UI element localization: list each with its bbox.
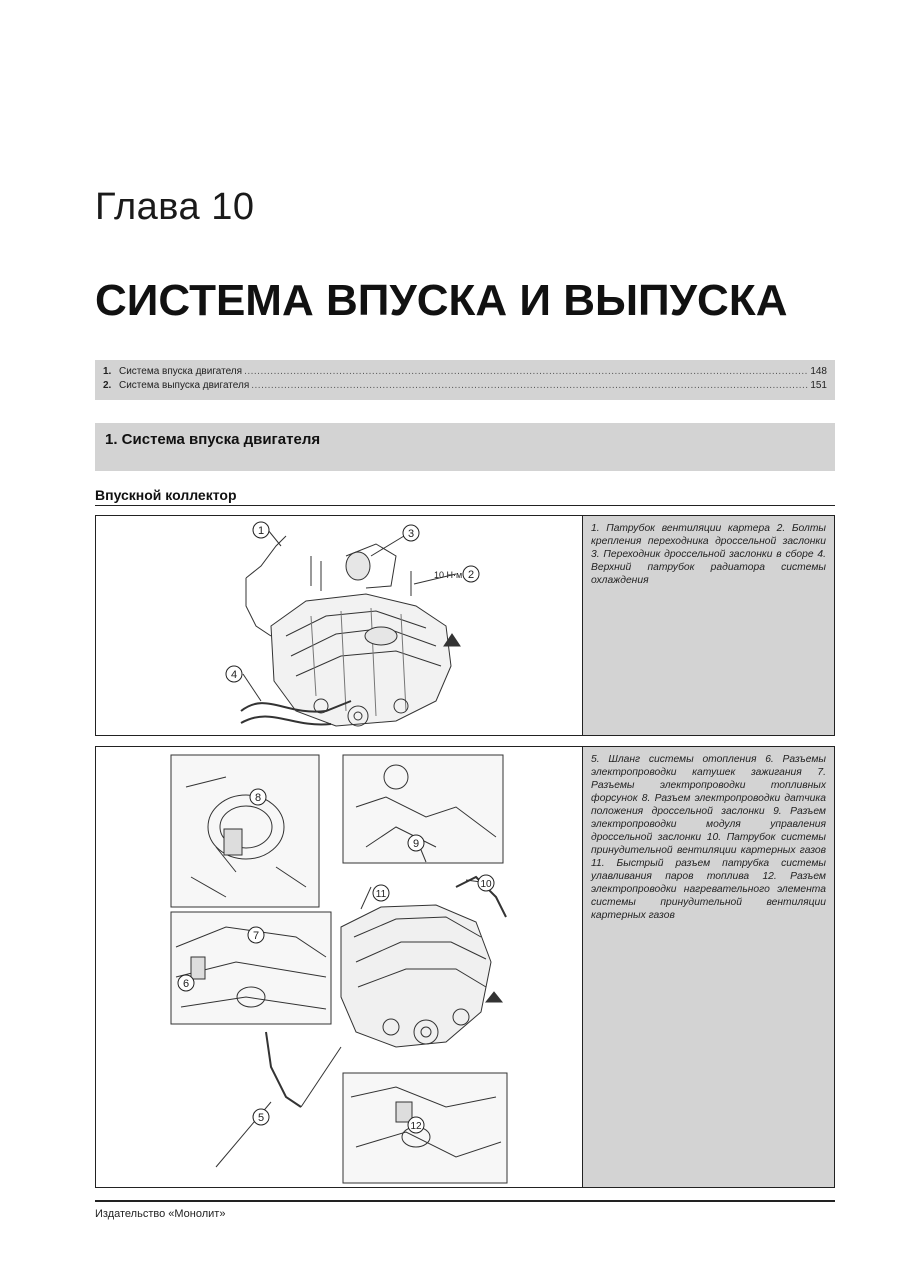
chapter-title: СИСТЕМА ВПУСКА И ВЫПУСКА: [95, 276, 788, 325]
toc-entry-number: 2.: [103, 380, 112, 391]
toc-leader-dots: [251, 379, 808, 393]
callout-2: [463, 566, 479, 582]
toc-entry-page: 148: [810, 366, 827, 377]
callout-5: [253, 1109, 269, 1125]
subsection-heading: Впускной коллектор: [95, 487, 237, 503]
callout-7: [248, 927, 264, 943]
toc-entry-title: Система выпуска двигателя: [119, 380, 250, 391]
callout-6: [178, 975, 194, 991]
publisher-footer: Издательство «Монолит»: [95, 1208, 226, 1220]
toc-entry: [103, 365, 827, 379]
table-of-contents: [95, 360, 835, 400]
figure-illustration: [96, 747, 582, 1187]
toc-entry-number: 1.: [103, 366, 112, 377]
engine-connectors-drawing-icon: [96, 747, 582, 1186]
svg-text:8: 8: [254, 792, 262, 804]
toc-entry-title: Система впуска двигателя: [119, 366, 243, 377]
subsection-rule: [95, 505, 835, 506]
callout-8: [250, 789, 266, 805]
callout-1: [253, 522, 269, 538]
svg-text:4: 4: [230, 669, 238, 681]
svg-text:10: 10: [480, 879, 492, 890]
figure-caption: 5. Шланг системы отопления 6. Разъемы электропроводки катушек зажигания 7. Разъемы электропроводки топливных форсунок 8. Разъем электропроводки датчика положения дроссельной заслонки 9. Разъем электропроводки модуля управления дроссельной заслонки 10. Патрубок системы принудительной вентиляции картерных газов 11. Быстрый разъем патрубка системы улавливания паров топлива 12. Разъем электропроводки нагревательного элемента системы принудительной вентиляции картерных газов: [582, 747, 834, 1187]
engine-drawing-icon: [96, 516, 582, 734]
svg-text:6: 6: [182, 978, 190, 990]
section-heading: 1. Система впуска двигателя: [95, 423, 835, 471]
torque-label: 10 Н·м: [434, 570, 463, 580]
svg-text:3: 3: [407, 528, 415, 540]
callout-12: [408, 1117, 424, 1133]
svg-text:9: 9: [412, 838, 420, 850]
toc-entry-page: 151: [810, 380, 827, 391]
svg-text:12: 12: [410, 1121, 422, 1132]
toc-entry: [103, 379, 827, 393]
figure-illustration: [96, 516, 582, 735]
figure-intake-manifold-1: [95, 515, 835, 736]
figure-caption: 1. Патрубок вентиляции картера 2. Болты крепления переходника дроссельной заслонки 3. Переходник дроссельной заслонки в сборе 4. Верхний патрубок радиатора системы охлаждения: [582, 516, 834, 735]
callout-3: [403, 525, 419, 541]
svg-text:1: 1: [257, 525, 265, 537]
svg-text:7: 7: [252, 930, 260, 942]
footer-rule: [95, 1200, 835, 1202]
callout-4: [226, 666, 242, 682]
svg-text:2: 2: [467, 569, 475, 581]
callout-11: [373, 885, 389, 901]
figure-intake-manifold-2: [95, 746, 835, 1188]
svg-text:11: 11: [375, 889, 387, 900]
callout-10: [478, 875, 494, 891]
chapter-label: Глава 10: [95, 186, 255, 228]
callout-9: [408, 835, 424, 851]
svg-text:5: 5: [257, 1112, 265, 1124]
toc-leader-dots: [244, 365, 808, 379]
